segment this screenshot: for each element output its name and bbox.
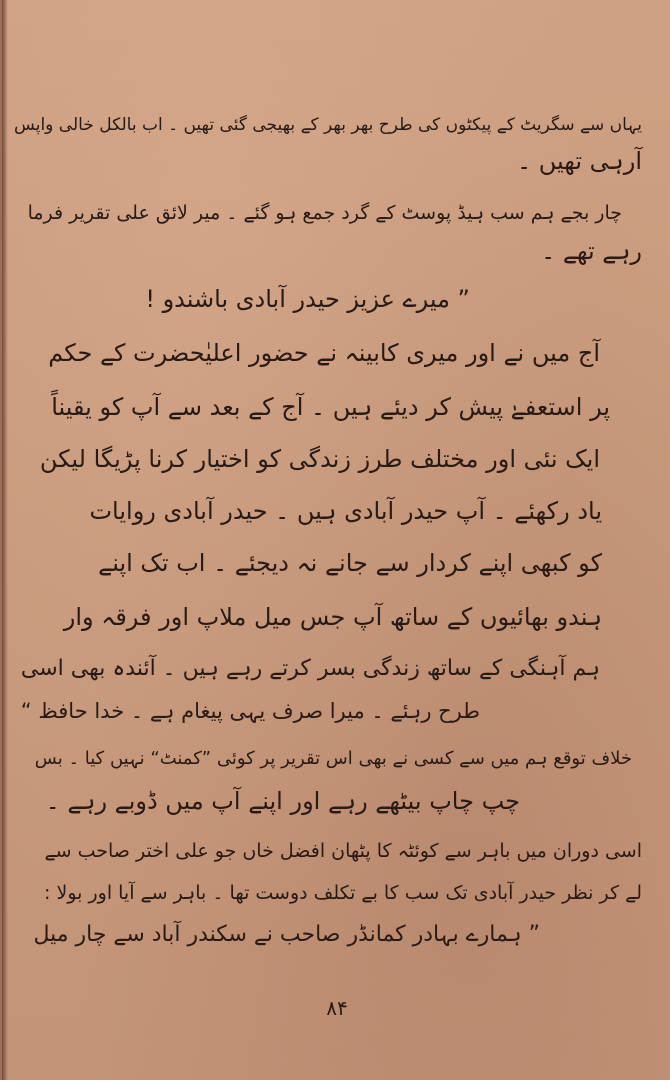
text-line: آرہی تھیں ۔ — [517, 147, 642, 175]
text-line: چپ چاپ بیٹھے رہے اور اپنے آپ میں ڈوبے رہے ۔ — [45, 787, 520, 815]
text-line: ” میرے عزیز حیدر آبادی باشندو ! — [145, 285, 470, 313]
text-line: پر استعفےٰ پیش کر دیئے ہیں ۔ آج کے بعد سے آپ کو یقیناً — [51, 393, 610, 421]
text-line: کو کبھی اپنے کردار سے جانے نہ دیجئے ۔ اب تک اپنے — [98, 549, 602, 577]
text-line: چار بجے ہم سب ہیڈ پوسٹ کے گرد جمع ہو گئے ۔ میر لائق علی تقریر فرما — [27, 202, 622, 224]
page-number: ۸۴ — [326, 996, 348, 1020]
text-line: یہاں سے سگریٹ کے پیکٹوں کی طرح بھر بھر کے بھیجی گئی تھیں ۔ اب بالکل خالی واپس — [14, 115, 642, 135]
text-line: آج میں نے اور میری کابینہ نے حضور اعلیٰحضرت کے حکم — [48, 339, 600, 367]
text-line: ایک نئی اور مختلف طرز زندگی کو اختیار کرنا پڑیگا لیکن — [39, 445, 600, 473]
text-line: ” ہمارے بہادر کمانڈر صاحب نے سکندر آباد سے چار میل — [33, 922, 540, 947]
text-line: طرح رہئے ۔ میرا صرف یہی پیغام ہے ۔ خدا حافظ “ — [20, 699, 480, 723]
text-line: لے کر نظر حیدر آبادی تک سب کا بے تکلف دوست تھا ۔ باہر سے آیا اور بولا : — [44, 882, 642, 904]
text-line: رہے تھے ۔ — [541, 237, 642, 265]
text-line: اسی دوران میں باہر سے کوئٹہ کا پٹھان افضل خاں جو علی اختر صاحب سے — [44, 840, 642, 862]
text-line: یاد رکھئے ۔ آپ حیدر آبادی ہیں ۔ حیدر آبادی روایات — [89, 497, 602, 525]
text-line: ہندو بھائیوں کے ساتھ آپ جس میل ملاپ اور فرقہ وار — [63, 603, 602, 631]
page-spine-shadow — [2, 0, 8, 1080]
text-line: ہم آہنگی کے ساتھ زندگی بسر کرتے رہے ہیں ۔ آئندہ بھی اسی — [20, 656, 600, 681]
text-line: خلاف توقع ہم میں سے کسی نے بھی اس تقریر پر کوئی ”کمنٹ“ نہیں کیا ۔ بس — [34, 748, 632, 769]
